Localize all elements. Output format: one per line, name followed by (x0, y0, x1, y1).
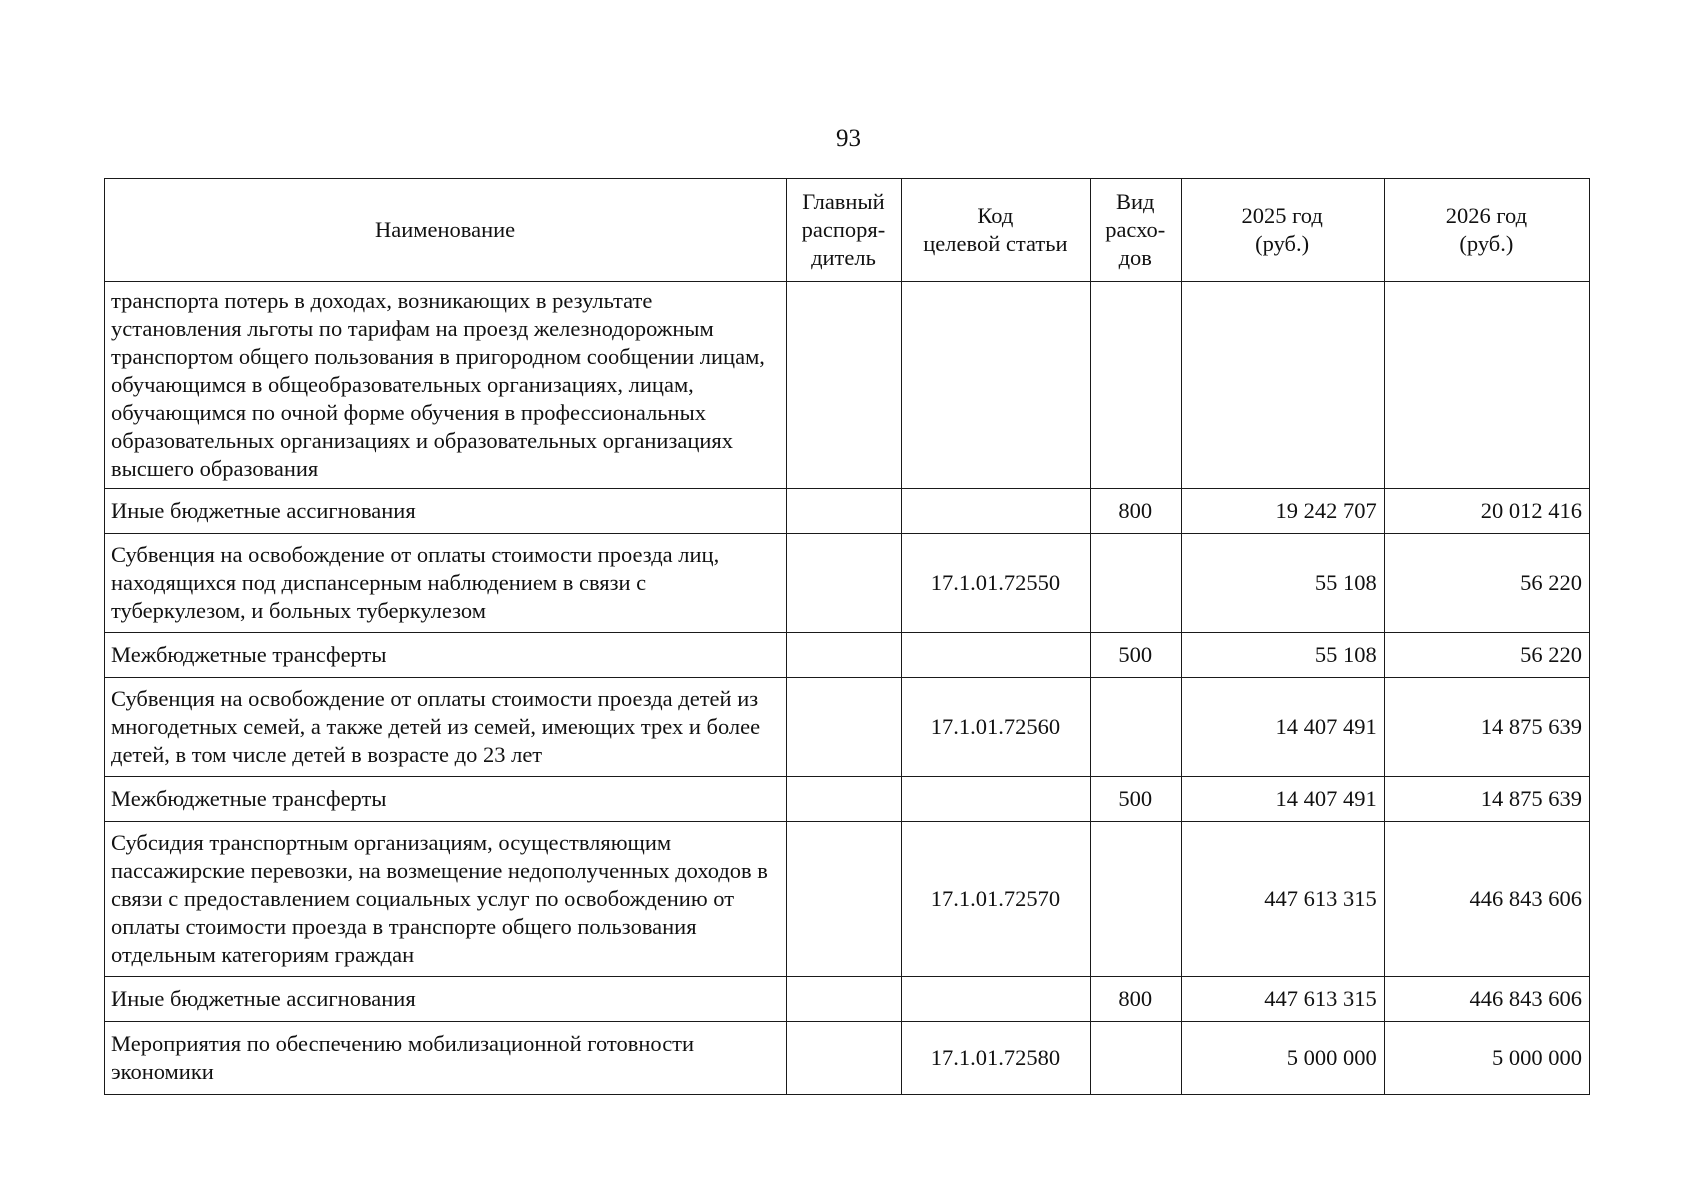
cell-2025: 447 613 315 (1181, 977, 1384, 1022)
cell-type (1090, 1022, 1181, 1095)
header-manager: Главный распоря- дитель (787, 179, 902, 282)
cell-code (901, 489, 1090, 534)
cell-manager (787, 822, 902, 977)
table-row (105, 777, 1590, 822)
cell-2025 (1181, 282, 1384, 489)
cell-type (1090, 282, 1181, 489)
cell-manager (787, 534, 902, 633)
cell-name: Мероприятия по обеспечению мобилизационной готовности экономики (105, 1022, 787, 1095)
header-year-2025: 2025 год (руб.) (1181, 179, 1384, 282)
page-number: 93 (836, 125, 861, 152)
cell-2025: 55 108 (1181, 633, 1384, 678)
cell-2026: 20 012 416 (1384, 489, 1589, 534)
cell-name: Иные бюджетные ассигнования (105, 489, 787, 534)
table-row (105, 678, 1590, 777)
header-name: Наименование (105, 179, 787, 282)
cell-code (901, 633, 1090, 678)
cell-type (1090, 822, 1181, 977)
table-row (105, 1022, 1590, 1095)
cell-type: 800 (1090, 489, 1181, 534)
cell-2026: 56 220 (1384, 534, 1589, 633)
cell-2025: 14 407 491 (1181, 678, 1384, 777)
header-code: Код целевой статьи (901, 179, 1090, 282)
cell-2025: 14 407 491 (1181, 777, 1384, 822)
cell-name: транспорта потерь в доходах, возникающих в результате установления льготы по тарифам на проезд железнодорожным транспортом общего пользования в пригородном сообщении лицам, обучающимся в общеобразовательных организациях, лицам, обучающимся по очной форме обучения в профессиональных образовательных организациях и образовательных организациях высшего образования (105, 282, 787, 489)
cell-code: 17.1.01.72580 (901, 1022, 1090, 1095)
cell-name: Субвенция на освобождение от оплаты стоимости проезда детей из многодетных семей, а также детей из семей, имеющих трех и более детей, в том числе детей в возрасте до 23 лет (105, 678, 787, 777)
cell-2026: 446 843 606 (1384, 822, 1589, 977)
cell-type (1090, 678, 1181, 777)
cell-name: Межбюджетные трансферты (105, 777, 787, 822)
cell-type (1090, 534, 1181, 633)
cell-code: 17.1.01.72570 (901, 822, 1090, 977)
cell-code: 17.1.01.72550 (901, 534, 1090, 633)
cell-2026: 56 220 (1384, 633, 1589, 678)
cell-manager (787, 633, 902, 678)
header-year-2026: 2026 год (руб.) (1384, 179, 1589, 282)
cell-code (901, 777, 1090, 822)
cell-2025: 447 613 315 (1181, 822, 1384, 977)
cell-manager (787, 489, 902, 534)
cell-name: Субвенция на освобождение от оплаты стоимости проезда лиц, находящихся под диспансерным наблюдением в связи с туберкулезом, и больных туберкулезом (105, 534, 787, 633)
cell-code (901, 282, 1090, 489)
table-row (105, 489, 1590, 534)
cell-manager (787, 777, 902, 822)
cell-manager (787, 1022, 902, 1095)
cell-2026: 14 875 639 (1384, 777, 1589, 822)
cell-code (901, 977, 1090, 1022)
table-header-row (105, 179, 1590, 282)
table-row (105, 282, 1590, 489)
cell-2026: 14 875 639 (1384, 678, 1589, 777)
cell-manager (787, 282, 902, 489)
cell-name: Субсидия транспортным организациям, осуществляющим пассажирские перевозки, на возмещение недополученных доходов в связи с предоставлением социальных услуг по освобождению от оплаты стоимости проезда в транспорте общего пользования отдельным категориям граждан (105, 822, 787, 977)
cell-name: Иные бюджетные ассигнования (105, 977, 787, 1022)
cell-manager (787, 977, 902, 1022)
cell-name: Межбюджетные трансферты (105, 633, 787, 678)
cell-2025: 19 242 707 (1181, 489, 1384, 534)
cell-2025: 5 000 000 (1181, 1022, 1384, 1095)
cell-manager (787, 678, 902, 777)
table-row (105, 822, 1590, 977)
cell-type: 500 (1090, 633, 1181, 678)
cell-code: 17.1.01.72560 (901, 678, 1090, 777)
cell-type: 500 (1090, 777, 1181, 822)
table-row (105, 534, 1590, 633)
cell-2026: 5 000 000 (1384, 1022, 1589, 1095)
header-type: Вид расхо- дов (1090, 179, 1181, 282)
budget-table (104, 178, 1590, 1095)
cell-2026 (1384, 282, 1589, 489)
cell-type: 800 (1090, 977, 1181, 1022)
cell-2025: 55 108 (1181, 534, 1384, 633)
cell-2026: 446 843 606 (1384, 977, 1589, 1022)
table-row (105, 633, 1590, 678)
table-row (105, 977, 1590, 1022)
